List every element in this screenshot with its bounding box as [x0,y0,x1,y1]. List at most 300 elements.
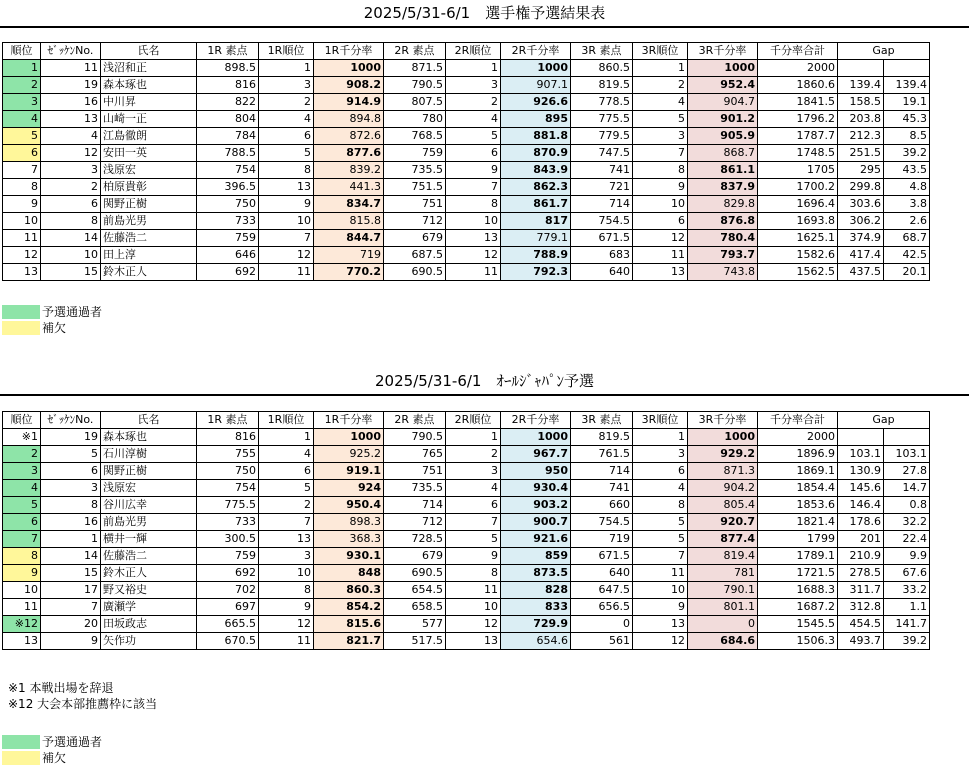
cell-r1-permille: 848 [314,565,384,582]
cell-r3-score: 779.5 [571,128,633,145]
cell-r2-permille: 779.1 [501,230,571,247]
cell-r2-rank: 10 [446,213,501,230]
cell-r3-score: 714 [571,196,633,213]
table-row [3,94,930,111]
cell-gap-leader: 417.4 [838,247,884,264]
cell-r3-score: 775.5 [571,111,633,128]
cell-r1-rank: 6 [259,463,314,480]
cell-gap-leader: 103.1 [838,446,884,463]
cell-r2-score: 679 [384,230,446,247]
cell-r2-score: 735.5 [384,162,446,179]
cell-r2-permille: 862.3 [501,179,571,196]
cell-r3-rank: 13 [633,264,688,281]
cell-zekken: 16 [41,514,101,531]
cell-zekken: 13 [41,111,101,128]
cell-rank: 6 [3,514,41,531]
cell-r1-score: 822 [197,94,259,111]
cell-r3-rank: 11 [633,565,688,582]
cell-name: 森本琢也 [101,429,197,446]
cell-r2-score: 735.5 [384,480,446,497]
cell-r3-permille: 1000 [688,60,758,77]
cell-r3-score: 819.5 [571,77,633,94]
cell-r1-score: 396.5 [197,179,259,196]
cell-r2-score: 768.5 [384,128,446,145]
cell-total: 1799 [758,531,838,548]
cell-r2-permille: 817 [501,213,571,230]
cell-gap-previous: 2.6 [884,213,930,230]
cell-r2-permille: 930.4 [501,480,571,497]
table-row [3,162,930,179]
cell-zekken: 15 [41,565,101,582]
cell-r3-permille: 871.3 [688,463,758,480]
cell-rank: 8 [3,179,41,196]
cell-zekken: 12 [41,145,101,162]
cell-name: 安田一英 [101,145,197,162]
table-row [3,446,930,463]
cell-r1-permille: 1000 [314,60,384,77]
cell-gap-leader: 278.5 [838,565,884,582]
table-row [3,247,930,264]
cell-total: 1705 [758,162,838,179]
legend2-swatch-qualifier [2,735,40,749]
footnote-12: ※12 大会本部推薦枠に該当 [8,697,158,711]
cell-r1-permille: 368.3 [314,531,384,548]
cell-r2-permille: 967.7 [501,446,571,463]
cell-rank: 2 [3,77,41,94]
header-r1-rank: 1R順位 [259,412,314,429]
cell-rank: 1 [3,60,41,77]
cell-r1-permille: 815.6 [314,616,384,633]
cell-r3-rank: 12 [633,230,688,247]
cell-r3-rank: 9 [633,599,688,616]
cell-r1-score: 759 [197,548,259,565]
cell-r2-rank: 2 [446,446,501,463]
cell-r3-rank: 11 [633,247,688,264]
cell-r1-rank: 2 [259,497,314,514]
cell-r3-score: 860.5 [571,60,633,77]
cell-gap-previous: 45.3 [884,111,930,128]
cell-gap-leader: 139.4 [838,77,884,94]
cell-name: 山崎一正 [101,111,197,128]
cell-r1-score: 759 [197,230,259,247]
cell-r2-permille: 843.9 [501,162,571,179]
cell-zekken: 9 [41,633,101,650]
cell-r2-score: 714 [384,497,446,514]
cell-zekken: 15 [41,264,101,281]
cell-gap-previous: 68.7 [884,230,930,247]
cell-r1-rank: 6 [259,128,314,145]
cell-rank: 6 [3,145,41,162]
cell-r2-score: 759 [384,145,446,162]
cell-r3-permille: 684.6 [688,633,758,650]
cell-gap-leader: 145.6 [838,480,884,497]
cell-zekken: 11 [41,60,101,77]
cell-total: 1854.4 [758,480,838,497]
cell-r2-permille: 921.6 [501,531,571,548]
cell-r1-permille: 770.2 [314,264,384,281]
table-row [3,128,930,145]
cell-r1-permille: 441.3 [314,179,384,196]
cell-r1-rank: 9 [259,599,314,616]
cell-name: 横井一輝 [101,531,197,548]
cell-r2-score: 780 [384,111,446,128]
cell-rank: 13 [3,264,41,281]
header-rank: 順位 [3,412,41,429]
table-row [3,514,930,531]
cell-gap-leader: 493.7 [838,633,884,650]
cell-r3-rank: 10 [633,582,688,599]
cell-r1-rank: 2 [259,94,314,111]
cell-r1-score: 733 [197,213,259,230]
cell-gap-previous: 27.8 [884,463,930,480]
cell-gap-previous [884,429,930,446]
cell-gap-previous: 43.5 [884,162,930,179]
cell-r3-permille: 905.9 [688,128,758,145]
table-row [3,77,930,94]
cell-r2-rank: 7 [446,514,501,531]
legend2-qualifier [2,733,102,750]
legend-qualifier [2,303,102,320]
cell-r2-rank: 13 [446,633,501,650]
cell-r2-permille: 870.9 [501,145,571,162]
table-row [3,548,930,565]
cell-r1-permille: 930.1 [314,548,384,565]
cell-r1-permille: 894.8 [314,111,384,128]
cell-r2-permille: 654.6 [501,633,571,650]
cell-zekken: 5 [41,446,101,463]
cell-total: 1869.1 [758,463,838,480]
cell-rank: 3 [3,94,41,111]
cell-name: 前島光男 [101,514,197,531]
cell-r3-permille: 829.8 [688,196,758,213]
cell-gap-leader: 201 [838,531,884,548]
cell-name: 田上淳 [101,247,197,264]
cell-name: 前島光男 [101,213,197,230]
cell-r2-permille: 1000 [501,429,571,446]
header-rank: 順位 [3,43,41,60]
cell-r1-score: 775.5 [197,497,259,514]
cell-name: 廣瀬学 [101,599,197,616]
cell-rank: 4 [3,111,41,128]
cell-r1-score: 697 [197,599,259,616]
cell-rank: 11 [3,230,41,247]
cell-rank: 3 [3,463,41,480]
cell-rank: 5 [3,497,41,514]
cell-gap-previous: 67.6 [884,565,930,582]
cell-gap-previous: 9.9 [884,548,930,565]
header-r1-rank: 1R順位 [259,43,314,60]
cell-r2-score: 687.5 [384,247,446,264]
header-r3-permille: 3R千分率 [688,412,758,429]
cell-rank: 2 [3,446,41,463]
cell-r2-score: 751 [384,463,446,480]
header-r3-rank: 3R順位 [633,412,688,429]
cell-r2-rank: 13 [446,230,501,247]
cell-r1-permille: 719 [314,247,384,264]
cell-r2-score: 577 [384,616,446,633]
cell-zekken: 6 [41,196,101,213]
cell-gap-leader [838,60,884,77]
cell-gap-leader: 210.9 [838,548,884,565]
cell-name: 浅原宏 [101,162,197,179]
cell-r3-permille: 805.4 [688,497,758,514]
cell-r3-score: 714 [571,463,633,480]
cell-r1-score: 665.5 [197,616,259,633]
cell-r3-permille: 904.2 [688,480,758,497]
cell-r1-rank: 1 [259,60,314,77]
cell-r1-score: 750 [197,196,259,213]
cell-total: 1687.2 [758,599,838,616]
cell-r2-rank: 1 [446,60,501,77]
cell-total: 1696.4 [758,196,838,213]
cell-r3-permille: 793.7 [688,247,758,264]
cell-total: 1700.2 [758,179,838,196]
cell-r3-permille: 1000 [688,429,758,446]
cell-r1-rank: 4 [259,446,314,463]
cell-r3-score: 640 [571,565,633,582]
cell-r3-rank: 2 [633,77,688,94]
table-row [3,497,930,514]
cell-name: 中川昇 [101,94,197,111]
cell-name: 佐藤浩二 [101,548,197,565]
cell-r1-rank: 10 [259,565,314,582]
cell-zekken: 16 [41,94,101,111]
cell-r2-rank: 8 [446,565,501,582]
cell-r2-score: 690.5 [384,565,446,582]
cell-gap-previous: 14.7 [884,480,930,497]
table-row [3,145,930,162]
cell-zekken: 1 [41,531,101,548]
table-row [3,633,930,650]
table-row [3,264,930,281]
cell-gap-previous: 103.1 [884,446,930,463]
cell-r2-score: 790.5 [384,77,446,94]
cell-r3-rank: 5 [633,514,688,531]
cell-r2-rank: 11 [446,264,501,281]
cell-r3-permille: 837.9 [688,179,758,196]
cell-r3-score: 561 [571,633,633,650]
section1-rule [0,26,969,28]
cell-r1-rank: 13 [259,179,314,196]
footnote-1: ※1 本戦出場を辞退 [8,681,114,695]
cell-r1-permille: 815.8 [314,213,384,230]
cell-zekken: 4 [41,128,101,145]
cell-gap-leader: 146.4 [838,497,884,514]
cell-r3-score: 761.5 [571,446,633,463]
cell-r1-permille: 908.2 [314,77,384,94]
cell-r3-permille: 780.4 [688,230,758,247]
cell-rank: 11 [3,599,41,616]
cell-gap-leader: 303.6 [838,196,884,213]
cell-r1-rank: 9 [259,196,314,213]
cell-total: 2000 [758,429,838,446]
cell-zekken: 3 [41,162,101,179]
header-zekken: ｾﾞｯｹﾝNo. [41,43,101,60]
cell-r3-rank: 1 [633,429,688,446]
cell-r1-score: 788.5 [197,145,259,162]
cell-r3-rank: 6 [633,463,688,480]
cell-r2-score: 807.5 [384,94,446,111]
cell-r1-score: 816 [197,77,259,94]
cell-rank: 5 [3,128,41,145]
cell-r1-rank: 7 [259,514,314,531]
cell-r1-score: 755 [197,446,259,463]
cell-zekken: 7 [41,599,101,616]
cell-r3-score: 778.5 [571,94,633,111]
cell-total: 1853.6 [758,497,838,514]
cell-r3-rank: 5 [633,111,688,128]
cell-r2-score: 765 [384,446,446,463]
cell-name: 森本琢也 [101,77,197,94]
cell-r3-rank: 3 [633,446,688,463]
header-gap: Gap [838,43,930,60]
cell-gap-previous: 141.7 [884,616,930,633]
cell-r3-score: 647.5 [571,582,633,599]
cell-rank: 13 [3,633,41,650]
header-name: 氏名 [101,412,197,429]
header-r2-rank: 2R順位 [446,43,501,60]
cell-r2-rank: 3 [446,463,501,480]
cell-r1-rank: 12 [259,616,314,633]
cell-r3-rank: 12 [633,633,688,650]
cell-zekken: 3 [41,480,101,497]
cell-r1-permille: 919.1 [314,463,384,480]
cell-r1-rank: 4 [259,111,314,128]
cell-rank: ※1 [3,429,41,446]
cell-r1-permille: 834.7 [314,196,384,213]
legend-alternate [2,319,66,336]
cell-r2-permille: 903.2 [501,497,571,514]
cell-r1-rank: 8 [259,162,314,179]
cell-name: 鈴木正人 [101,565,197,582]
cell-r2-permille: 788.9 [501,247,571,264]
cell-r3-rank: 8 [633,497,688,514]
cell-r3-rank: 7 [633,145,688,162]
cell-r2-permille: 792.3 [501,264,571,281]
cell-r1-permille: 950.4 [314,497,384,514]
header-r1-score: 1R 素点 [197,43,259,60]
cell-r3-score: 741 [571,162,633,179]
cell-r1-score: 670.5 [197,633,259,650]
cell-name: 田坂政志 [101,616,197,633]
cell-rank: 8 [3,548,41,565]
qualifying-results-table [2,42,930,281]
cell-rank: ※12 [3,616,41,633]
table-row [3,463,930,480]
section1-title: 2025/5/31-6/1 選手権予選結果表 [363,4,606,22]
cell-r2-permille: 828 [501,582,571,599]
cell-r2-permille: 729.9 [501,616,571,633]
cell-rank: 9 [3,565,41,582]
cell-gap-previous: 4.8 [884,179,930,196]
cell-r2-rank: 8 [446,196,501,213]
table-row [3,531,930,548]
cell-gap-leader [838,429,884,446]
cell-r3-rank: 8 [633,162,688,179]
cell-r1-permille: 914.9 [314,94,384,111]
cell-gap-previous: 39.2 [884,633,930,650]
cell-r2-rank: 3 [446,77,501,94]
cell-gap-previous: 8.5 [884,128,930,145]
cell-gap-previous: 1.1 [884,599,930,616]
cell-r3-score: 754.5 [571,514,633,531]
legend-swatch-qualifier [2,305,40,319]
cell-r3-rank: 6 [633,213,688,230]
cell-r3-score: 656.5 [571,599,633,616]
cell-r2-permille: 1000 [501,60,571,77]
header-r3-permille: 3R千分率 [688,43,758,60]
cell-r2-score: 712 [384,213,446,230]
cell-r3-score: 671.5 [571,230,633,247]
cell-r3-rank: 4 [633,94,688,111]
table-row [3,480,930,497]
cell-r2-rank: 6 [446,497,501,514]
cell-r2-permille: 861.7 [501,196,571,213]
table-row [3,429,930,446]
cell-r3-permille: 920.7 [688,514,758,531]
cell-gap-leader: 158.5 [838,94,884,111]
cell-r1-score: 804 [197,111,259,128]
cell-rank: 12 [3,247,41,264]
cell-r3-permille: 743.8 [688,264,758,281]
cell-rank: 10 [3,582,41,599]
cell-zekken: 14 [41,230,101,247]
header-name: 氏名 [101,43,197,60]
cell-r3-permille: 819.4 [688,548,758,565]
cell-r2-permille: 907.1 [501,77,571,94]
cell-r1-score: 784 [197,128,259,145]
cell-r2-score: 654.5 [384,582,446,599]
cell-zekken: 8 [41,213,101,230]
cell-r2-rank: 6 [446,145,501,162]
cell-r1-score: 646 [197,247,259,264]
cell-total: 1896.9 [758,446,838,463]
cell-r1-permille: 924 [314,480,384,497]
header-r2-score: 2R 素点 [384,412,446,429]
cell-r1-permille: 925.2 [314,446,384,463]
cell-total: 1545.5 [758,616,838,633]
cell-r1-permille: 898.3 [314,514,384,531]
cell-r2-score: 751 [384,196,446,213]
cell-r3-rank: 4 [633,480,688,497]
cell-r3-permille: 790.1 [688,582,758,599]
cell-zekken: 8 [41,497,101,514]
cell-gap-previous: 39.2 [884,145,930,162]
cell-r2-rank: 1 [446,429,501,446]
cell-r1-permille: 1000 [314,429,384,446]
cell-total: 1688.3 [758,582,838,599]
cell-r3-score: 754.5 [571,213,633,230]
cell-r1-rank: 11 [259,633,314,650]
cell-r2-permille: 950 [501,463,571,480]
cell-gap-previous: 42.5 [884,247,930,264]
cell-total: 1562.5 [758,264,838,281]
cell-gap-leader: 299.8 [838,179,884,196]
cell-r3-score: 819.5 [571,429,633,446]
cell-r1-rank: 7 [259,230,314,247]
cell-r2-rank: 9 [446,162,501,179]
table-row [3,565,930,582]
cell-total: 2000 [758,60,838,77]
cell-gap-leader: 212.3 [838,128,884,145]
cell-r3-rank: 3 [633,128,688,145]
cell-r1-score: 692 [197,264,259,281]
cell-gap-leader: 130.9 [838,463,884,480]
cell-r3-score: 0 [571,616,633,633]
cell-rank: 10 [3,213,41,230]
all-japan-qualifying-table [2,411,930,650]
cell-total: 1860.6 [758,77,838,94]
